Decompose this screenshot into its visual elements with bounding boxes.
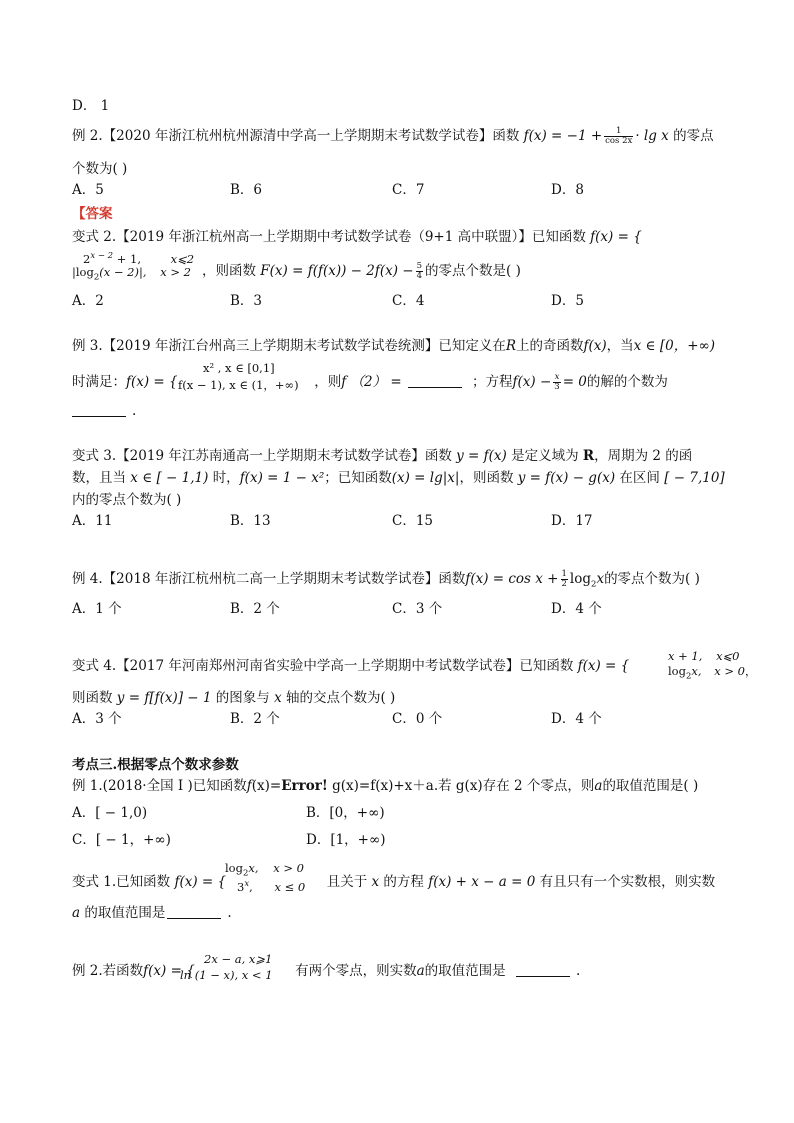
blank-2[interactable]	[72, 404, 126, 417]
option-a: A．1 个	[72, 601, 122, 617]
var2-fraction: $\frac{5}{4}$	[416, 261, 423, 281]
example-3-line3: .	[72, 402, 136, 420]
var2-post: 的零点个数是( )	[425, 263, 521, 279]
option-a: A．11	[72, 513, 113, 529]
variant-1-line1: 变式 1.已知函数 f(x) = { 且关于 x 的方程 f(x) + x − a = 0 有且只有一个实数根，则实数	[72, 874, 716, 890]
ex2-prefix: 例 2.【2020 年浙江杭州杭州源清中学高一上学期期末考试数学试卷】函数	[72, 128, 520, 144]
ex2-suffix: 的零点	[673, 128, 714, 144]
ex3-case2: f(x − 1), x ∈ (1，+∞)	[178, 378, 299, 392]
var2-F: F(x) = f(f(x)) − 2f(x) −	[260, 263, 414, 279]
ex2b-case1: 2x − a, x⩾1	[204, 952, 273, 966]
var4-case1: x + 1, x⩽0	[668, 649, 740, 663]
option-d: D．[1，+∞)	[306, 832, 386, 848]
option-b: B．2 个	[230, 711, 280, 727]
option-d: D．4 个	[551, 711, 602, 727]
option-b: B．13	[230, 513, 271, 529]
variant-3-line3: 内的零点个数为( )	[72, 492, 182, 508]
option-c: C．4	[392, 293, 425, 309]
option-d: D．17	[551, 513, 593, 529]
variant-3-line1: 变式 3.【2019 年江苏南通高一上学期期末考试数学试卷】函数 y = f(x) 是定义域为 R，周期为 2 的函	[72, 448, 693, 464]
option-b: B．[0，+∞)	[306, 805, 385, 821]
example-4-line1: 例 4.【2018 年浙江杭州杭二高一上学期期末考试数学试卷】函数f(x) = cos x + $\frac{1}{2}$ $\log_2x$的零点个数为( )	[72, 569, 700, 590]
var1-case2: 3$^x$, x ≤ 0	[237, 879, 306, 894]
ex2-fraction: $\frac{1}{\cos 2x}$	[605, 126, 633, 146]
answer-label: 【答案	[72, 206, 113, 222]
ex3-fraction: $\frac{x}{3}$	[554, 372, 560, 392]
var2-case1: $2^{x - 2} + 1$, x⩽2	[83, 251, 195, 266]
option-c: C．7	[392, 182, 425, 198]
ex2-f-rhs: · lg x	[635, 128, 669, 144]
option-d-prev: D． 1	[72, 98, 110, 114]
ex3-case1: x² , x ∈ [0,1]	[203, 361, 275, 375]
option-a: A．2	[72, 293, 104, 309]
option-a: A．[ − 1,0)	[72, 805, 148, 821]
example-3-line2: 时满足：f(x) = { ，则f （2） = ；方程f(x) − $\frac{x}{3}$ = 0的解的个数为	[72, 372, 668, 392]
option-d: D．5	[551, 293, 584, 309]
option-c: C．15	[392, 513, 434, 529]
option-b: B．2 个	[230, 601, 280, 617]
example-2b-line1: 例 2.若函数f(x) = { 有两个零点，则实数a的取值范围是 .	[72, 963, 581, 979]
variant-2-line1	[72, 228, 642, 246]
blank-1[interactable]	[408, 375, 462, 388]
variant-1-line2: a 的取值范围是 .	[72, 905, 232, 921]
variant-4-line1: 变式 4.【2017 年河南郑州河南省实验中学高一上学期期中考试数学试卷】已知函数 f(x) = {	[72, 658, 630, 674]
section-title: 考点三.根据零点个数求参数	[72, 757, 239, 773]
var2-prefix: 变式 2.【2019 年浙江杭州高一上学期期中考试数学试卷（9+1 高中联盟）】已知函数	[72, 229, 586, 245]
variant-4-line2: 则函数 y = f[f(x)] − 1 的图象与 x 轴的交点个数为( )	[72, 690, 396, 706]
option-a: A．3 个	[72, 711, 122, 727]
option-c: C．0 个	[392, 711, 443, 727]
ex2-f-lhs: f(x) = −1 +	[523, 128, 603, 144]
option-d: D．4 个	[551, 601, 602, 617]
var2-mid: ，则函数	[202, 263, 256, 279]
example-2-line1	[72, 127, 714, 146]
variant-2-tail	[202, 262, 521, 281]
option-b: B．3	[230, 293, 263, 309]
option-b: B．6	[230, 182, 263, 198]
var2-f-open: f(x) = {	[590, 229, 642, 245]
ex2b-case2: ln (1 − x), x < 1	[180, 968, 273, 982]
option-c: C．[ − 1，+∞)	[72, 832, 171, 848]
variant-3-line2: 数，且当 x ∈ [ − 1,1) 时，f(x) = 1 − x²；已知函数(x) = lg|x|，则函数 y = f(x) − g(x) 在区间 [ − 7,10]	[72, 470, 725, 486]
example-2-line2: 个数为( )	[72, 161, 128, 177]
example-3-line1: 例 3.【2019 年浙江台州高三上学期期末考试数学试卷统测】已知定义在R上的奇函数f(x)，当x ∈ [0，+∞)	[72, 338, 716, 354]
option-d: D．8	[551, 182, 584, 198]
var1-case1: $\log_2x$, x > 0	[225, 861, 304, 879]
option-a: A．5	[72, 182, 104, 198]
example-1-line1: 例 1.(2018·全国 I )已知函数f(x)=Error! g(x)=f(x)+x＋a.若 g(x)存在 2 个零点，则a的取值范围是( )	[72, 778, 699, 794]
var2-case2: $|\log_2(x - 2)|$, x > 2	[72, 265, 191, 283]
var4-case2: $\log_2x$, x > 0，	[668, 664, 757, 682]
option-c: C．3 个	[392, 601, 443, 617]
blank-3[interactable]	[167, 906, 221, 919]
blank-4[interactable]	[516, 964, 570, 977]
ex4-fraction: $\frac{1}{2}$	[561, 569, 567, 589]
